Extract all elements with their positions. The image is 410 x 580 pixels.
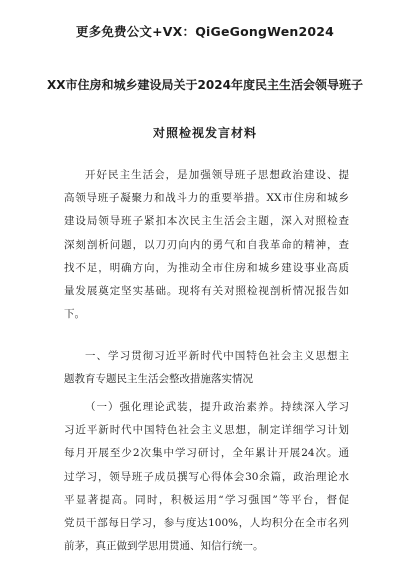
text-line: 每月开展至少2次集中学习研讨，全年累计开展24次。通 bbox=[64, 447, 349, 460]
header-banner: 更多免费公文+VX：QiGeGongWen2024 bbox=[75, 24, 335, 39]
text-line: 党员干部每日学习，参与度达100%，人均积分在全市名列 bbox=[64, 517, 349, 530]
text-line: 高领导班子凝聚力和战斗力的重要举措。XX市住房和城乡 bbox=[64, 192, 349, 205]
subsection-paragraph-1 bbox=[64, 396, 349, 558]
text-line: 量发展奠定坚实基础。现将有关对照检视剖析情况报告如 bbox=[64, 285, 349, 298]
text-line: 一、学习贯彻习近平新时代中国特色社会主义思想主 bbox=[85, 350, 349, 362]
text-line: （一）强化理论武装，提升政治素养。持续深入学习 bbox=[85, 401, 349, 413]
section-heading-1 bbox=[64, 345, 349, 391]
text-line: 下。 bbox=[64, 308, 85, 321]
document-title-line-2: 对照检视发言材料 bbox=[152, 126, 257, 140]
intro-paragraph bbox=[64, 164, 349, 326]
text-line: 开好民主生活会，是加强领导班子思想政治建设、提 bbox=[85, 169, 349, 181]
text-line: 找不足，明确方向，为推动全市住房和城乡建设事业高质 bbox=[64, 261, 349, 274]
text-line: 建设局领导班子紧扣本次民主生活会主题，深入对照检查 bbox=[64, 215, 349, 228]
text-line: 题教育专题民主生活会整改措施落实情况 bbox=[64, 373, 253, 386]
document-title-line-1: XX市住房和城乡建设局关于2024年度民主生活会领导班子 bbox=[47, 78, 363, 92]
text-line: 平显著提高。同时，积极运用“学习强国”等平台，督促 bbox=[64, 493, 349, 506]
text-line: 深刻剖析问题，以刀刃向内的勇气和自我革命的精神，查 bbox=[64, 238, 349, 251]
text-line: 过学习，领导班子成员撰写心得体会30余篇，政治理论水 bbox=[64, 470, 349, 483]
text-line: 习近平新时代中国特色社会主义思想，制定详细学习计划 bbox=[64, 424, 349, 437]
text-line: 前茅，真正做到学思用贯通、知信行统一。 bbox=[64, 540, 264, 553]
